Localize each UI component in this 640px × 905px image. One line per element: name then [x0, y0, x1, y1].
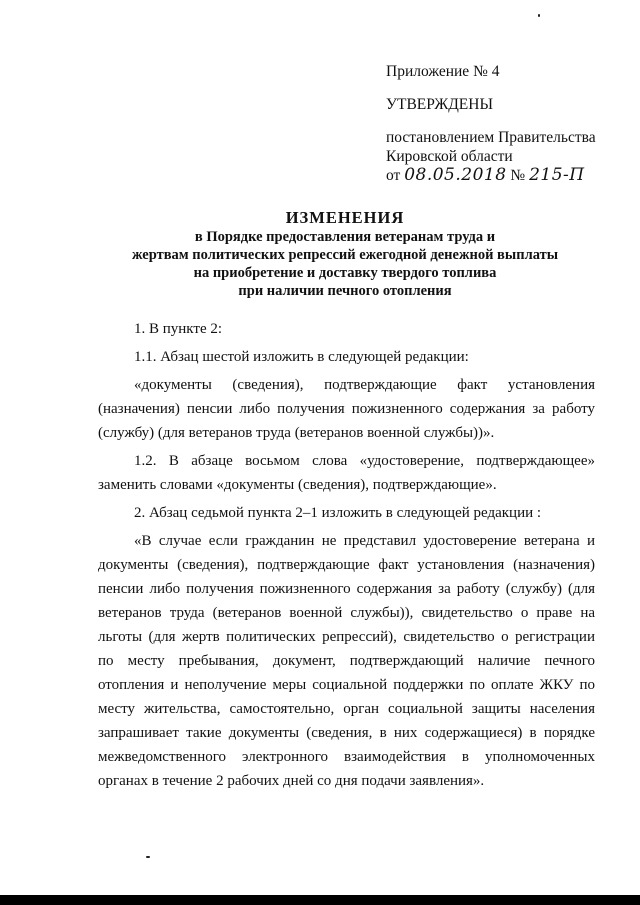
- title-line-1: в Порядке предоставления ветеранам труда и: [194, 229, 496, 245]
- appendix-number: Приложение № 4: [386, 63, 500, 80]
- date-prefix: от: [386, 167, 401, 184]
- paragraph-2: 2. Абзац седьмой пункта 2–1 изложить в следующей редакции :: [134, 505, 542, 521]
- number-prefix: №: [510, 167, 526, 184]
- scan-bottom-border: [0, 895, 640, 905]
- date-number-line: [386, 166, 626, 185]
- document-body: [98, 317, 595, 797]
- paragraph-quote-2: «В случае если гражданин не представил удостоверение ветерана и документы (сведения), подтверждающие факт установления (назначения) пенсии либо получения пожизненного содержания за работу (службу) (для ветеранов труда (ветеранов военной службы)), свидетельство о праве на льготы (для жертв политических репрессий), свидетельство о регистрации по месту пребывания, документ, подтверждающий наличие печного отопления и неполучение меры социальной поддержки по оплате ЖКУ по месту жительства, самостоятельно, орган социальной защиты населения запрашивает такие документы (сведения, в них содержащиеся) в порядке межведомственного электронного взаимодействия в уполномоченных органах в течение 2 рабочих дней со дня подачи заявления».: [98, 533, 595, 789]
- handwritten-date: 08.05.2018: [404, 165, 507, 185]
- approval-block: [386, 62, 626, 185]
- approved-label: УТВЕРЖДЕНЫ: [386, 96, 493, 113]
- resolution-line-2: Кировской области: [386, 148, 513, 165]
- scan-speck-bottom: [146, 856, 150, 858]
- resolution-line-1: постановлением Правительства: [386, 129, 596, 146]
- paragraph-1-2: 1.2. В абзаце восьмом слова «удостоверение, подтверждающее» заменить словами «документы (сведения), подтверждающие».: [98, 453, 595, 493]
- paragraph-1-1: 1.1. Абзац шестой изложить в следующей редакции:: [134, 349, 469, 365]
- title-line-3: на приобретение и доставку твердого топлива: [193, 265, 497, 281]
- paragraph-1: 1. В пункте 2:: [134, 321, 223, 337]
- title-line-2: жертвам политических репрессий ежегодной денежной выплаты: [131, 247, 559, 263]
- paragraph-quote-1: «документы (сведения), подтверждающие факт установления (назначения) пенсии либо получения пожизненного содержания за работу (службу) (для ветеранов труда (ветеранов военной службы))».: [98, 377, 595, 441]
- document-title: [100, 208, 590, 300]
- scan-speck-top: [538, 14, 540, 17]
- title-heading: ИЗМЕНЕНИЯ: [285, 208, 405, 227]
- title-line-4: при наличии печного отопления: [238, 283, 452, 299]
- handwritten-number: 215-П: [529, 165, 585, 185]
